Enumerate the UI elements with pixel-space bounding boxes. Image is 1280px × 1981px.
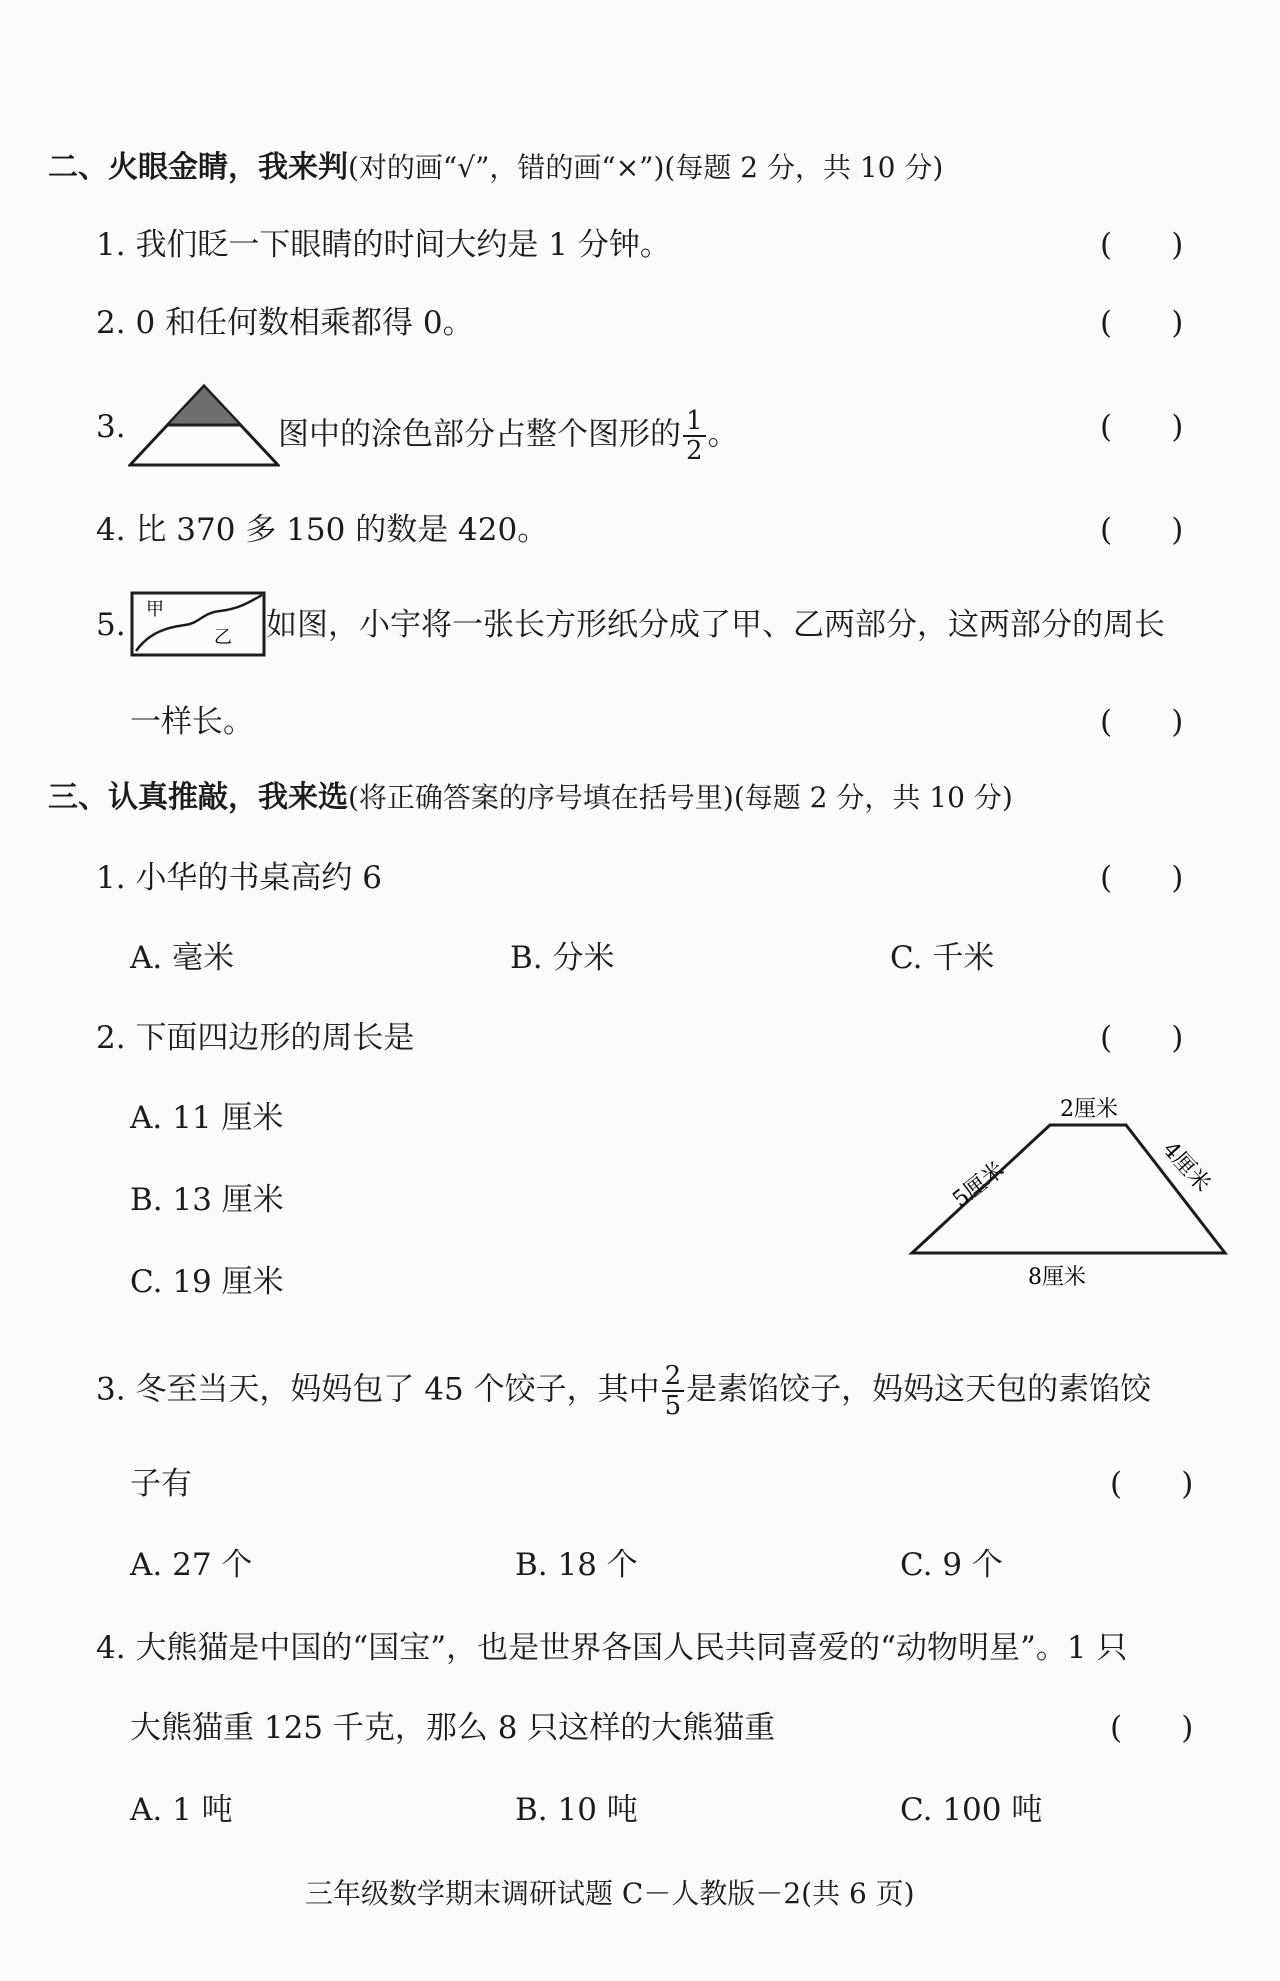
item-text: 0 和任何数相乘都得 0。	[135, 305, 474, 341]
answer-blank-2-4[interactable]: ( )	[1100, 512, 1184, 548]
option-b: B. 10 吨	[515, 1792, 638, 1828]
side-label-bottom: 8厘米	[1028, 1265, 1086, 1290]
page-footer: 三年级数学期末调研试题 C－人教版－2(共 6 页)	[305, 1877, 915, 1910]
item-number: 4.	[96, 1630, 126, 1666]
option-a: A. 27 个	[130, 1547, 253, 1583]
item-text-end: 是素馅饺子，妈妈这天包的素馅饺	[686, 1371, 1152, 1408]
item-text: 小华的书桌高约 6	[135, 860, 383, 896]
section-3-title-text: 三、认真推敲，我来选	[48, 780, 348, 815]
section-3-instruction: (将正确答案的序号填在括号里)(每题 2 分，共 10 分)	[348, 781, 1013, 814]
option-a: A. 11 厘米	[130, 1100, 284, 1136]
side-label-left: 5厘米	[948, 1157, 1010, 1213]
judge-item-4	[96, 510, 548, 550]
section-2-instruction: (对的画“√”，错的画“×”)(每题 2 分，共 10 分)	[348, 151, 944, 184]
side-label-right: 4厘米	[1157, 1137, 1215, 1198]
item-number: 3.	[96, 409, 126, 445]
answer-blank-3-4[interactable]: ( )	[1110, 1710, 1194, 1746]
option-c: C. 100 吨	[900, 1792, 1043, 1828]
choice-item-3	[96, 1362, 1151, 1420]
option-b: B. 13 厘米	[130, 1182, 284, 1218]
item-number: 1.	[96, 860, 126, 896]
item-text: 冬至当天，妈妈包了 45 个饺子，其中	[135, 1371, 660, 1408]
choice-item-3-continued	[130, 1464, 192, 1504]
judge-item-2	[96, 303, 474, 343]
triangle-shaded-part	[167, 386, 241, 425]
judge-item-5	[96, 605, 126, 645]
choice-item-4	[96, 1628, 1127, 1668]
section-2-title-text: 二、火眼金睛，我来判	[48, 150, 348, 185]
fraction-numerator: 2	[662, 1362, 685, 1392]
item-text: 图中的涂色部分占整个图形的	[278, 416, 681, 453]
option-c: C. 19 厘米	[130, 1264, 284, 1300]
item-text: 我们眨一下眼睛的时间大约是 1 分钟。	[135, 227, 671, 263]
choice-item-4-continued	[130, 1708, 775, 1748]
rectangle-paper-figure	[130, 591, 266, 657]
choice-item-2	[96, 1018, 414, 1058]
item-text-continued: 一样长。	[130, 704, 254, 740]
item-number: 5.	[96, 607, 126, 643]
answer-blank-3-3[interactable]: ( )	[1110, 1466, 1194, 1502]
answer-blank-3-2[interactable]: ( )	[1100, 1020, 1184, 1056]
option-b: B. 18 个	[515, 1547, 638, 1583]
answer-blank-2-2[interactable]: ( )	[1100, 305, 1184, 341]
option-a: A. 1 吨	[130, 1792, 233, 1828]
option-a: A. 毫米	[130, 940, 235, 976]
fraction-denominator: 5	[664, 1391, 682, 1421]
item-text: 下面四边形的周长是	[135, 1020, 415, 1056]
side-label-top: 2厘米	[1060, 1097, 1118, 1122]
item-number: 1.	[96, 227, 126, 263]
item-number: 4.	[96, 512, 126, 548]
item-number: 2.	[96, 305, 126, 341]
triangle-figure	[128, 383, 280, 469]
fraction-one-half	[683, 407, 706, 465]
option-c: C. 千米	[890, 940, 995, 976]
fraction-denominator: 2	[686, 436, 703, 466]
judge-item-1	[96, 225, 671, 265]
item-number: 3.	[96, 1371, 126, 1408]
item-text: 如图，小宇将一张长方形纸分成了甲、乙两部分，这两部分的周长	[266, 607, 1165, 643]
section-3-title	[48, 778, 1013, 818]
judge-item-3-text	[278, 407, 739, 465]
label-yi: 乙	[214, 627, 232, 648]
fraction-numerator: 1	[683, 407, 706, 437]
item-text-end: 。	[707, 416, 739, 453]
answer-blank-2-3[interactable]: ( )	[1100, 409, 1184, 445]
answer-blank-2-5[interactable]: ( )	[1100, 704, 1184, 740]
choice-item-1	[96, 858, 382, 898]
section-2-title	[48, 148, 943, 188]
option-c: C. 9 个	[900, 1547, 1003, 1583]
fraction-two-fifths	[662, 1362, 685, 1420]
judge-item-3	[96, 407, 126, 447]
item-text-continued: 子有	[130, 1466, 192, 1502]
item-number: 2.	[96, 1020, 126, 1056]
label-jia: 甲	[146, 599, 164, 620]
item-text: 大熊猫是中国的“国宝”，也是世界各国人民共同喜爱的“动物明星”。1 只	[135, 1630, 1128, 1666]
answer-blank-2-1[interactable]: ( )	[1100, 227, 1184, 263]
item-text-continued: 大熊猫重 125 千克，那么 8 只这样的大熊猫重	[130, 1710, 776, 1746]
judge-item-5-text	[266, 605, 1165, 645]
option-b: B. 分米	[510, 940, 615, 976]
trapezoid-figure	[880, 1080, 1240, 1300]
answer-blank-3-1[interactable]: ( )	[1100, 860, 1184, 896]
judge-item-5-continued	[130, 702, 254, 742]
item-text: 比 370 多 150 的数是 420。	[135, 512, 549, 548]
